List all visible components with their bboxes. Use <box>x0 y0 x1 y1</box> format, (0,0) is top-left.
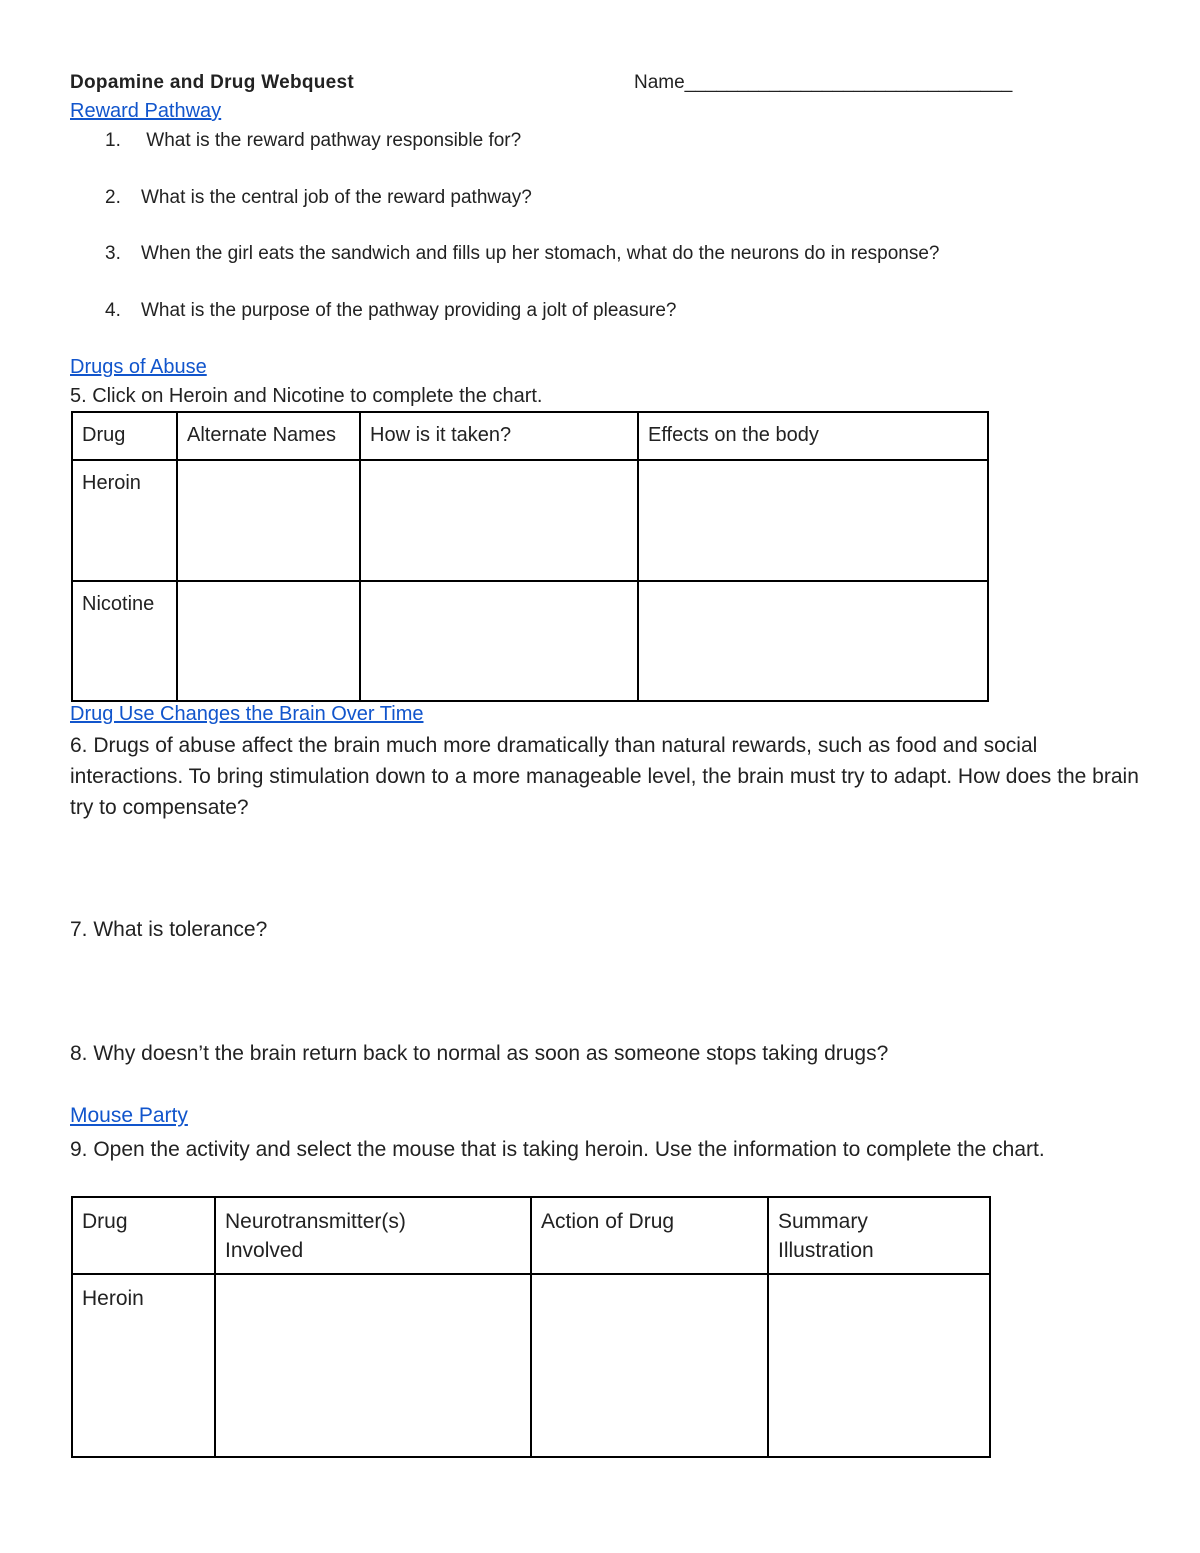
header-drug: Drug <box>82 1210 128 1233</box>
question-1-number: 1. <box>105 130 121 151</box>
question-3-number: 3. <box>105 243 121 264</box>
drugs-of-abuse-link[interactable]: Drugs of Abuse <box>70 356 207 378</box>
question-4-number: 4. <box>105 300 121 321</box>
header-cell <box>638 412 988 460</box>
header-cell <box>215 1197 531 1274</box>
answer-cell[interactable] <box>360 460 638 581</box>
answer-cell[interactable] <box>177 460 360 581</box>
header-cell <box>177 412 360 460</box>
question-1-text: What is the reward pathway responsible for? <box>141 130 522 151</box>
answer-cell[interactable] <box>531 1274 768 1457</box>
worksheet-title: Dopamine and Drug Webquest <box>70 72 355 93</box>
header-cell <box>72 1197 215 1274</box>
header-drug: Drug <box>82 424 126 446</box>
drug-cell <box>72 581 177 701</box>
question-4 <box>105 300 677 322</box>
header-summary-illustration: Summary Illustration <box>778 1210 874 1262</box>
name-field: Name_______________________________ <box>634 72 1013 93</box>
question-8: 8. Why doesn’t the brain return back to normal as soon as someone stops taking drugs? <box>70 1042 889 1065</box>
question-7: 7. What is tolerance? <box>70 918 268 941</box>
question-9: 9. Open the activity and select the mouse that is taking heroin. Use the information to complete the chart. <box>70 1138 1045 1161</box>
mouse-party-chart <box>71 1196 991 1458</box>
header-effects: Effects on the body <box>648 424 819 446</box>
reward-pathway-link[interactable]: Reward Pathway <box>70 100 222 122</box>
header-neurotransmitters: Neurotransmitter(s) Involved <box>225 1210 406 1262</box>
mouse-party-link[interactable]: Mouse Party <box>70 1104 188 1127</box>
header-cell <box>531 1197 768 1274</box>
row-label-heroin: Heroin <box>82 1287 144 1310</box>
question-3-text: When the girl eats the sandwich and fills up her stomach, what do the neurons do in response? <box>141 243 940 264</box>
answer-cell[interactable] <box>768 1274 990 1457</box>
mouse-party-header-row <box>72 1197 990 1274</box>
header-action-of-drug: Action of Drug <box>541 1210 675 1233</box>
header-alternate-names: Alternate Names <box>187 424 336 446</box>
header-how-taken: How is it taken? <box>370 424 512 446</box>
drug-cell <box>72 1274 215 1457</box>
answer-cell[interactable] <box>638 581 988 701</box>
question-5: 5. Click on Heroin and Nicotine to complete the chart. <box>70 385 543 407</box>
answer-cell[interactable] <box>360 581 638 701</box>
answer-cell[interactable] <box>177 581 360 701</box>
table-row <box>72 581 988 701</box>
header-cell <box>768 1197 990 1274</box>
question-1 <box>105 130 521 152</box>
table-row <box>72 1274 990 1457</box>
header-cell <box>72 412 177 460</box>
question-2-text: What is the central job of the reward pathway? <box>141 187 532 208</box>
drug-cell <box>72 460 177 581</box>
question-3 <box>105 243 939 265</box>
drugs-chart <box>71 411 989 702</box>
row-label-nicotine: Nicotine <box>82 593 155 615</box>
answer-cell[interactable] <box>215 1274 531 1457</box>
question-2 <box>105 187 532 209</box>
question-4-text: What is the purpose of the pathway providing a jolt of pleasure? <box>141 300 677 321</box>
question-2-number: 2. <box>105 187 121 208</box>
drugs-chart-header-row <box>72 412 988 460</box>
question-6: 6. Drugs of abuse affect the brain much more dramatically than natural rewards, such as food and social interactions. To bring stimulation down to a more manageable level, the brain must try to adapt. How does the brain try to compensate? <box>70 734 1139 819</box>
answer-cell[interactable] <box>638 460 988 581</box>
header-cell <box>360 412 638 460</box>
row-label-heroin: Heroin <box>82 472 141 494</box>
table-row <box>72 460 988 581</box>
brain-over-time-link[interactable]: Drug Use Changes the Brain Over Time <box>70 703 424 725</box>
